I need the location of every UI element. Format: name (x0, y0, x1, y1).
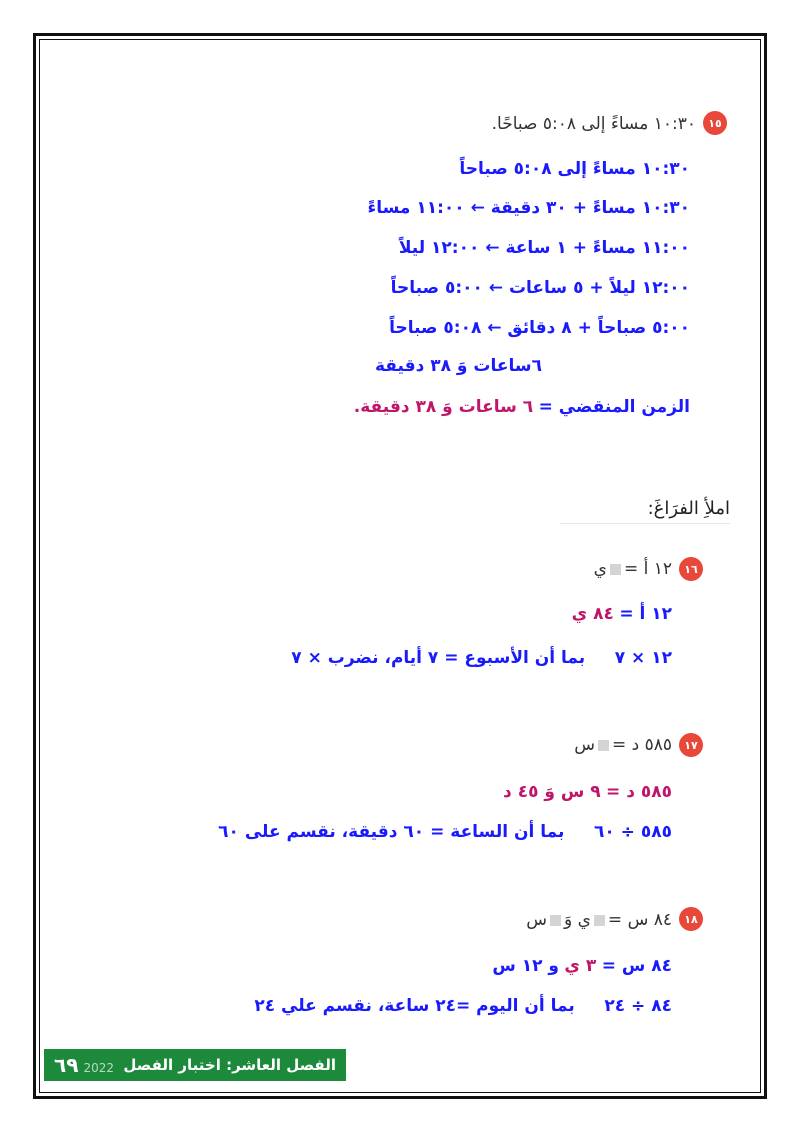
answer-label: ٨٤ س = (601, 956, 672, 976)
problem-number-badge (703, 111, 727, 135)
explanation-text: بما أن الأسبوع = ٧ أيام، نضرب × ٧ (291, 648, 586, 668)
footer-chapter-label (123, 1056, 336, 1074)
answer-rest: و ١٢ س (492, 956, 559, 976)
section-heading: املأِ الفرَاغَ: (560, 498, 730, 524)
answer-line (492, 956, 672, 976)
problem-number: ١٦ (684, 562, 698, 576)
problem-number: ١٧ (684, 738, 698, 752)
answer-value: ٣ ي (564, 956, 597, 976)
explanation-calc: ٥٨٥ ÷ ٦٠ (594, 822, 672, 842)
answer-label: ١٢ أ = (619, 604, 672, 624)
elapsed-time-result (354, 397, 690, 417)
page-number: ٦٩ (54, 1053, 79, 1077)
question-right: س (526, 910, 547, 930)
explanation-line (254, 996, 672, 1016)
answer-value: ٨٤ ي (571, 604, 614, 624)
explanation-calc: ١٢ × ٧ (614, 648, 672, 668)
result-label: الزمن المنقضي = (538, 397, 690, 417)
explanation-line (291, 648, 672, 668)
problem-question: ١٠:٣٠ مساءً إلى ٥:٠٨ صباحًا. (491, 114, 696, 134)
question-left: ٨٤ س = (607, 910, 672, 930)
solution-step: ١٢:٠٠ ليلاً + ٥ ساعات ← ٥:٠٠ صباحاً (390, 278, 690, 298)
explanation-line (218, 822, 672, 842)
answer-line (572, 604, 672, 624)
blank-box (594, 915, 605, 926)
question-left: ٥٨٥ د = (611, 735, 672, 755)
question-right: س (574, 735, 595, 755)
problem-number: ١٥ (708, 116, 722, 130)
result-value: ٦ ساعات وَ ٣٨ دقيقة. (353, 397, 534, 417)
blank-box (550, 915, 561, 926)
question-middle: ي وَ (564, 910, 591, 930)
footer-bar (44, 1049, 346, 1081)
problem-question (574, 735, 672, 755)
explanation-text: بما أن اليوم =٢٤ ساعة، نقسم علي ٢٤ (254, 996, 575, 1016)
blank-box (598, 740, 609, 751)
blank-box (610, 564, 621, 575)
problem-number-badge (679, 733, 703, 757)
solution-step: ٥:٠٠ صباحاً + ٨ دقائق ← ٥:٠٨ صباحاً (389, 318, 690, 338)
explanation-calc: ٨٤ ÷ ٢٤ (604, 996, 672, 1016)
answer-line (503, 782, 672, 802)
problem-number-badge (679, 557, 703, 581)
footer-title: اختبار الفصل (123, 1056, 221, 1074)
solution-step: ١٠:٣٠ مساءً + ٣٠ دقيقة ← ١١:٠٠ مساءً (367, 198, 690, 218)
footer-chapter: الفصل العاشر: (226, 1056, 336, 1074)
question-left: ١٢ أ = (623, 559, 672, 579)
problem-question (594, 559, 672, 579)
solution-total: ٦ساعات وَ ٣٨ دقيقة (374, 356, 542, 376)
question-right: ي (593, 559, 607, 579)
footer-page-block (54, 1053, 118, 1077)
problem-question (526, 910, 672, 930)
solution-step: ١٠:٣٠ مساءً إلى ٥:٠٨ صباحاً (459, 159, 690, 179)
problem-number-badge (679, 907, 703, 931)
problem-number: ١٨ (684, 912, 698, 926)
solution-step: ١١:٠٠ مساءً + ١ ساعة ← ١٢:٠٠ ليلاً (398, 238, 690, 258)
footer-year: 2022 (83, 1061, 115, 1075)
answer-label: ٥٨٥ د = (606, 782, 672, 802)
explanation-text: بما أن الساعة = ٦٠ دقيقة، نقسم على ٦٠ (218, 822, 565, 842)
answer-value: ٩ س وَ ٤٥ د (503, 782, 601, 802)
